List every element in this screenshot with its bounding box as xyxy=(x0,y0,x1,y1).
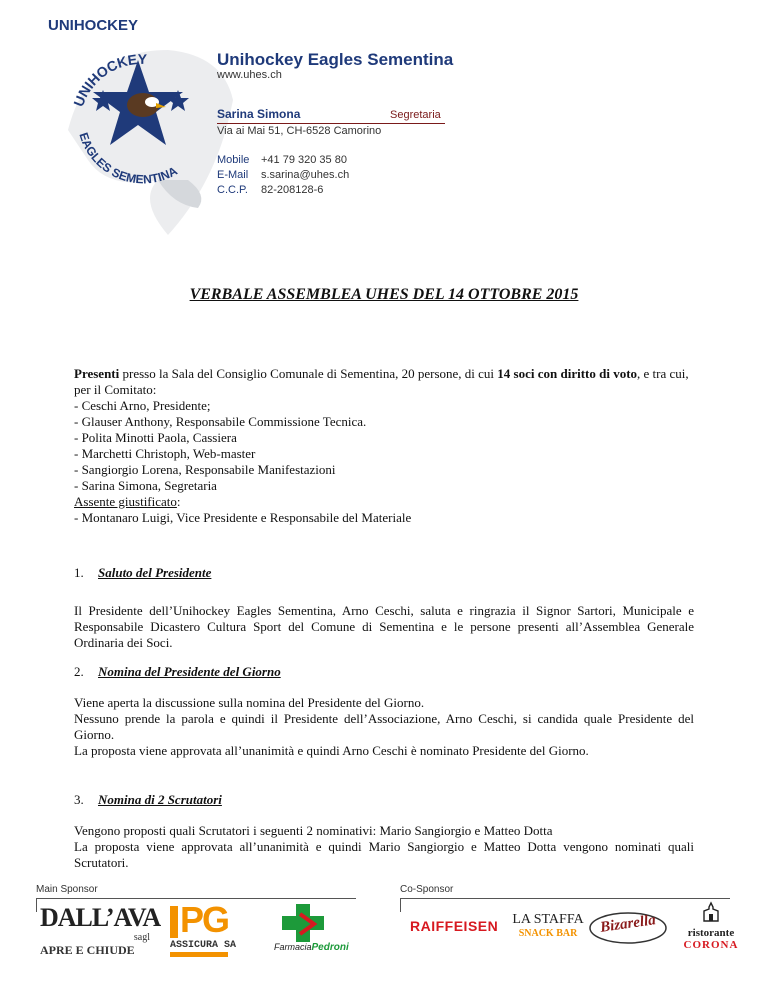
main-sponsor-rule-tick xyxy=(36,898,37,912)
secretary-address: Via ai Mai 51, CH-6528 Camorino xyxy=(217,125,382,137)
committee-member: - Glauser Anthony, Responsabile Commissione Tecnica. xyxy=(74,414,367,429)
attendance-block xyxy=(74,366,694,526)
dallava-wordmark: DALL’AVA xyxy=(40,903,161,932)
pg-assicura-text: ASSICURA SA xyxy=(170,940,237,951)
document-title: VERBALE ASSEMBLEA UHES DEL 14 OTTOBRE 2015 xyxy=(189,286,579,303)
committee-member: - Ceschi Arno, Presidente; xyxy=(74,398,211,413)
club-website: www.uhes.ch xyxy=(217,69,282,81)
committee-member: - Sangiorgio Lorena, Responsabile Manifestazioni xyxy=(74,462,336,477)
corona-line1: ristorante xyxy=(687,927,735,939)
lastaffa-sub: SNACK BAR xyxy=(518,928,578,939)
main-sponsor-label: Main Sponsor xyxy=(36,884,98,895)
logo-lettering xyxy=(48,30,238,240)
committee-member: - Marchetti Christoph, Web-master xyxy=(74,446,256,461)
section-body-2: Viene aperta la discussione sulla nomina del Presidente del Giorno. Nessuno prende la parola e quindi il Presidente dell’Associazione, Arno Ceschi, si candida quale Presidente del Giorno. La proposta viene approvata all’unanimità e quindi Arno Ceschi è nominato Presidente del Giorno. xyxy=(74,695,694,758)
secretary-name: Sarina Simona xyxy=(217,107,301,121)
attendance-intro: Presenti presso la Sala del Consiglio Comunale di Sementina, 20 persone, di cui 14 soci con diritto di voto, e tra cui, per il Comitato: xyxy=(74,366,689,397)
lastaffa-wordmark: LA STAFFA xyxy=(512,912,584,927)
absent-member: - Montanaro Luigi, Vice Presidente e Responsabile del Materiale xyxy=(74,510,412,525)
pharmacy-cross-icon xyxy=(280,902,326,942)
section-heading-1: 1. Saluto del Presidente xyxy=(74,565,212,580)
co-sponsor-rule-tick xyxy=(400,898,401,912)
presenti-label: Presenti xyxy=(74,366,120,381)
pedroni-wordmark: FarmaciaPedroni xyxy=(274,942,349,953)
sponsor-raiffeisen: RAIFFEISEN xyxy=(410,918,499,934)
sponsor-corona xyxy=(676,902,746,952)
co-sponsor-rule xyxy=(400,898,730,899)
svg-text:UNIHOCKEY: UNIHOCKEY xyxy=(70,50,148,109)
committee-member: - Sarina Simona, Segretaria xyxy=(74,478,217,493)
section-heading-2: 2. Nomina del Presidente del Giorno xyxy=(74,664,281,679)
contact-row-ccp: C.C.P. 82-208128-6 xyxy=(217,184,324,196)
sponsor-bizarella xyxy=(588,910,668,946)
secretary-role: Segretaria xyxy=(390,109,441,121)
contact-row-mobile: Mobile +41 79 320 35 80 xyxy=(217,154,347,166)
contact-row-email: E-Mail s.sarina@uhes.ch xyxy=(217,169,350,181)
dallava-sub: sagl xyxy=(133,932,150,943)
sponsor-pg-assicura xyxy=(170,899,250,956)
pg-bar xyxy=(170,906,178,938)
dallava-tagline: APRE E CHIUDE xyxy=(40,943,135,957)
svg-text:EAGLES SEMENTINA: EAGLES SEMENTINA xyxy=(76,130,180,187)
building-icon xyxy=(700,902,722,922)
sponsor-la-staffa xyxy=(506,912,590,940)
logo-top-text: UNIHOCKEY xyxy=(48,17,139,34)
absent-heading: Assente giustificato: xyxy=(74,494,181,509)
sponsor-dallava xyxy=(40,904,160,957)
club-name: Unihockey Eagles Sementina xyxy=(217,50,454,69)
voting-members: 14 soci con diritto di voto xyxy=(497,366,638,381)
contact-block xyxy=(217,153,349,198)
name-divider xyxy=(217,123,445,124)
sponsor-farmacia-pedroni xyxy=(274,902,354,958)
section-body-3: Vengono proposti quali Scrutatori i seguenti 2 nominativi: Mario Sangiorgio e Matteo Dotta La proposta viene approvata all’unanimità e quindi Mario Sangiorgio e Matteo Dotta vengono nominati quali Scrutatori. xyxy=(74,823,694,870)
pg-wordmark: PG xyxy=(180,899,229,940)
co-sponsor-label: Co-Sponsor xyxy=(400,884,454,895)
section-heading-3: 3. Nomina di 2 Scrutatori xyxy=(74,792,222,807)
corona-line2: CORONA xyxy=(683,939,739,951)
committee-member: - Polita Minotti Paola, Cassiera xyxy=(74,430,237,445)
bizarella-wordmark: Bizarella xyxy=(599,912,657,936)
section-body-1: Il Presidente dell’Unihockey Eagles Sementina, Arno Ceschi, saluta e ringrazia il Signor Sartori, Municipale e Responsabile Dicastero Cultura Sport del Comune di Sementina e le persone presenti all’Assemblea Generale Ordinaria dei Soci. xyxy=(74,603,694,650)
